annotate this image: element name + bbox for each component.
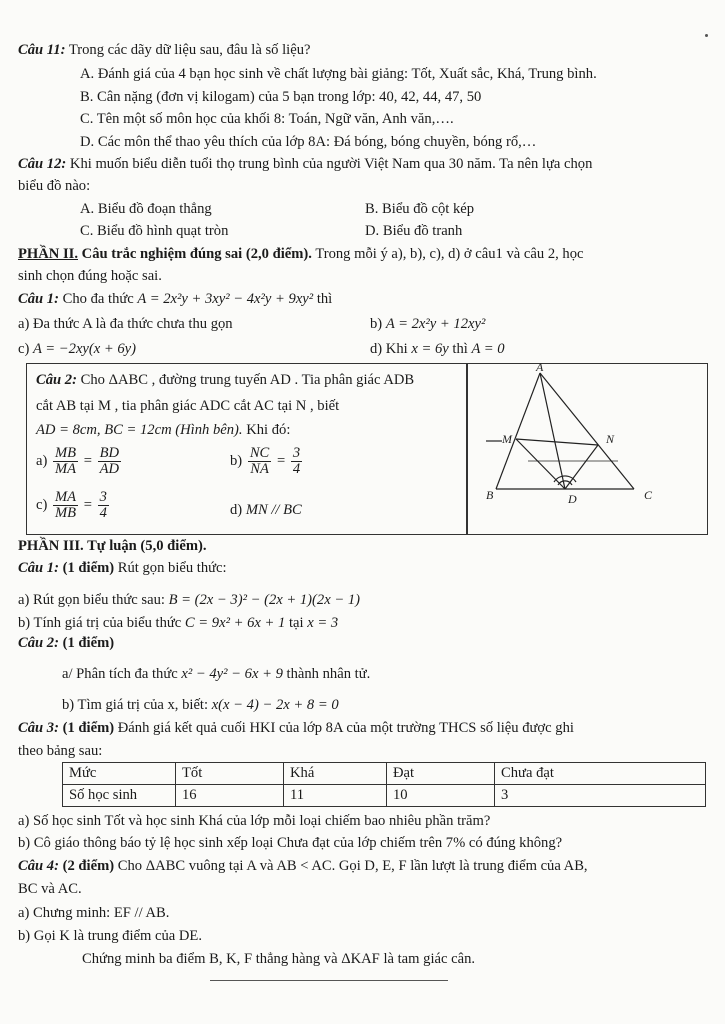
part2-heading-cont: sinh chọn đúng hoặc sai.: [18, 268, 162, 284]
table-header-cell: Đạt: [387, 763, 495, 785]
part3-heading: PHẦN III. Tự luận (5,0 điểm).: [18, 538, 207, 554]
p3-q3-b: b) Cô giáo thông báo tỷ lệ học sinh xếp loại Chưa đạt của lớp chiếm trên 7% có đúng không?: [18, 835, 563, 851]
table-header-cell: Tốt: [176, 763, 284, 785]
q11-option-d: D. Các môn thể thao yêu thích của lớp 8A: Đá bóng, bóng chuyền, bóng rổ,…: [80, 134, 537, 150]
p3-q1-b: b) Tính giá trị của biểu thức C = 9x² + 6x + 1 tại x = 3: [18, 615, 339, 631]
p2-q2-a: a) $\frac{MB}{MA}$ = $\frac{BD}{AD}$: [36, 445, 120, 478]
p3-q4-b: b) Gọi K là trung điểm của DE.: [18, 928, 202, 944]
scan-dot: [705, 34, 708, 37]
table-cell: 3: [495, 785, 706, 807]
table-cell: 10: [387, 785, 495, 807]
table-header-row: [63, 763, 706, 785]
table-header-cell: Khá: [284, 763, 387, 785]
part2-heading: PHẦN II. Câu trắc nghiệm đúng sai (2,0 điểm). Trong mỗi ý a), b), c), d) ở câu1 và câu 2, học: [18, 246, 584, 262]
table-cell: 11: [284, 785, 387, 807]
p2-q2-c: c) $\frac{MA}{MB}$ = $\frac{3}{4}$: [36, 489, 107, 522]
segment-mn: [516, 439, 598, 445]
p3-q4-prompt: Câu 4: (2 điểm) Cho ΔABC vuông tại A và AB < AC. Gọi D, E, F lần lượt là trung điểm của AB,: [18, 858, 588, 874]
q12-option-a: A. Biểu đồ đoạn thẳng: [80, 201, 212, 217]
p2-q2-d: d) MN // BC: [230, 502, 302, 518]
fraction: $\frac{3}{4}$: [99, 489, 107, 522]
q12-prompt-cont: biểu đồ nào:: [18, 178, 91, 194]
p3-q2-b: b) Tìm giá trị của x, biết: x(x − 4) − 2x + 8 = 0: [62, 697, 339, 713]
table-header-cell: Mức: [63, 763, 176, 785]
p2-q2-b: b) $\frac{NC}{NA}$ = $\frac{3}{4}$: [230, 445, 301, 478]
p3-q2-prompt: Câu 2: (1 điểm): [18, 635, 115, 651]
p3-q3-prompt-cont: theo bảng sau:: [18, 743, 103, 759]
p3-q4-prompt-cont: BC và AC.: [18, 881, 82, 897]
table-cell: Số học sinh: [63, 785, 176, 807]
segment-ab: [496, 373, 540, 489]
table-header-cell: Chưa đạt: [495, 763, 706, 785]
p3-q1-a: a) Rút gọn biểu thức sau: B = (2x − 3)² − (2x + 1)(2x − 1): [18, 592, 360, 608]
p3-q4-a: a) Chưng minh: EF // AB.: [18, 905, 170, 921]
table-cell: 16: [176, 785, 284, 807]
q12-prompt: Câu 12: Khi muốn biểu diễn tuổi thọ trung bình của người Việt Nam qua 30 năm. Ta nên lựa chọn: [18, 156, 593, 172]
q12-option-d: D. Biểu đồ tranh: [365, 223, 463, 239]
p3-q3-a: a) Số học sinh Tốt và học sinh Khá của lớp mỗi loại chiếm bao nhiêu phần trăm?: [18, 813, 491, 829]
footer-divider: [210, 980, 448, 981]
triangle-figure: [466, 363, 706, 533]
p2-q2-line3: AD = 8cm, BC = 12cm (Hình bên). Khi đó:: [36, 422, 291, 438]
segment-ac: [540, 373, 634, 489]
q12-option-c: C. Biểu đồ hình quạt tròn: [80, 223, 229, 239]
segment-md: [516, 439, 565, 489]
p2-q1-prompt: Câu 1: Cho đa thức A = 2x²y + 3xy² − 4x²y + 9xy² thì: [18, 291, 333, 307]
fraction: $\frac{MA}{MB}$: [55, 489, 77, 522]
q11-prompt: Câu 11: Trong các dãy dữ liệu sau, đâu là số liệu?: [18, 42, 311, 58]
label-n: N: [606, 432, 615, 446]
fraction: $\frac{MB}{MA}$: [55, 445, 77, 478]
q11-option-a: A. Đánh giá của 4 bạn học sinh về chất lượng bài giảng: Tốt, Xuất sắc, Khá, Trung bình.: [80, 66, 597, 82]
q12-option-b: B. Biểu đồ cột kép: [365, 201, 475, 217]
p3-q3-prompt: Câu 3: (1 điểm) Đánh giá kết quả cuối HKI của lớp 8A của một trường THCS số liệu được ghi: [18, 720, 574, 736]
p2-q2-line1: Câu 2: Cho ΔABC , đường trung tuyến AD . Tia phân giác ADB: [36, 372, 415, 388]
table-row: [63, 785, 706, 807]
p2-q2-line2: cắt AB tại M , tia phân giác ADC cắt AC tại N , biết: [36, 398, 340, 414]
p2-q1-b: b) A = 2x²y + 12xy²: [370, 316, 486, 332]
p3-q2-a: a/ Phân tích đa thức x² − 4y² − 6x + 9 thành nhân tử.: [62, 666, 371, 682]
q11-option-b: B. Cân nặng (đơn vị kilogam) của 5 bạn trong lớp: 40, 42, 44, 47, 50: [80, 89, 482, 105]
results-table: [62, 762, 706, 807]
p2-q1-c: c) A = −2xy(x + 6y): [18, 341, 137, 357]
segment-ad: [540, 373, 565, 489]
p3-q4-c: Chứng minh ba điểm B, K, F thẳng hàng và ΔKAF là tam giác cân.: [82, 951, 476, 967]
q11-option-c: C. Tên một số môn học của khối 8: Toán, Ngữ văn, Anh văn,….: [80, 111, 454, 127]
fraction: $\frac{BD}{AD}$: [99, 445, 120, 478]
p2-q1-a: a) Đa thức A là đa thức chưa thu gọn: [18, 316, 233, 332]
label-b: B: [486, 488, 494, 502]
label-a: A: [536, 363, 544, 374]
fraction: $\frac{NC}{NA}$: [249, 445, 270, 478]
p3-q1-prompt: Câu 1: (1 điểm) Rút gọn biểu thức:: [18, 560, 227, 576]
label-m: M: [502, 432, 512, 446]
fraction: $\frac{3}{4}$: [292, 445, 301, 478]
label-d: D: [568, 492, 577, 506]
p2-q1-d: d) Khi x = 6y thì A = 0: [370, 341, 505, 357]
label-c: C: [644, 488, 653, 502]
